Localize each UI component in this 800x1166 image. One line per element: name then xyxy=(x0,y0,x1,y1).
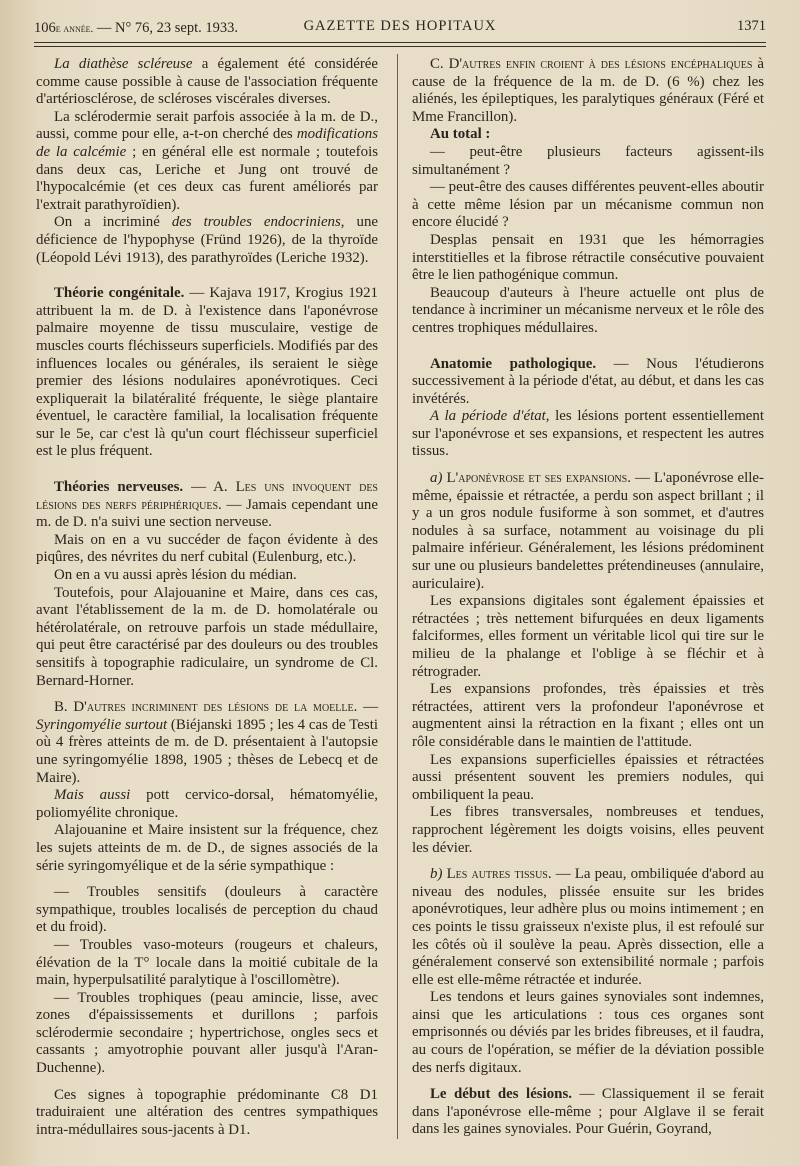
spacer xyxy=(412,857,764,866)
spacer xyxy=(412,461,764,470)
paragraph-text: — xyxy=(357,699,378,716)
spacer xyxy=(412,1077,764,1086)
paragraph xyxy=(36,56,378,109)
paragraph: On en a vu aussi après lésion du médian. xyxy=(54,567,297,584)
paragraph xyxy=(412,408,764,461)
list-item: — Troubles sensitifs (douleurs à caractère sympathique, troubles localisés de perception du chaud et du froid). xyxy=(36,884,378,936)
spacer xyxy=(36,1078,378,1087)
paragraph xyxy=(36,285,378,461)
item-label: b) xyxy=(430,866,447,883)
subsection-heading: — A. Les uns invoquent des lésions des nerfs périphériques. xyxy=(36,479,378,513)
paragraph xyxy=(412,56,764,126)
paragraph-text: — Classiquement il se ferait dans l'aponévrose elle-même ; pour Alglave il se ferait dans les gaines synoviales. Pour Guérin, Goyrand, xyxy=(412,1086,764,1138)
paragraph-text: a également été considérée comme cause possible à cause de l'association fréquente d'artériosclérose, de scléroses viscérales diverses. xyxy=(36,56,378,108)
spacer xyxy=(412,338,764,356)
italic-phrase: des troubles endocriniens xyxy=(171,214,341,231)
section-heading: Théorie congénitale. xyxy=(54,285,185,302)
year: 106 xyxy=(34,20,56,36)
section-heading: Théories nerveuses. xyxy=(54,479,184,496)
paragraph: Desplas pensait en 1931 que les hémorragies interstitielles et la fibrose rétractile consécutive pouvaient être le lien pathogénique commun. xyxy=(412,231,764,284)
paragraph-text: pott cervico-dorsal, hématomyélie, poliomyélite chronique. xyxy=(36,787,379,821)
journal-title: GAZETTE DES HOPITAUX xyxy=(303,18,497,34)
paragraph-text: — Jamais cependant une m. de D. n'a suivi une section nerveuse. xyxy=(36,496,378,531)
subsection-heading: C. D'autres enfin croient à des lésions encéphaliques xyxy=(430,56,753,72)
paragraph: Mais on en a vu succéder de façon évidente à des piqûres, des névrites du nerf cubital (Eulenburg, etc.). xyxy=(36,531,378,566)
paragraph-text: , une déficience de l'hypophyse (Fründ 1926), de la thyroïde (Léopold Lévi 1913), des parathyroïdes (Leriche 1932). xyxy=(36,214,378,266)
paragraph: Les tendons et leurs gaines synoviales sont indemnes, ainsi que les articulations : tous ces organes sont emprisonnés ou déviés par les brides fibreuses, et il faudra, au cours de l'opération, se méfier de la déviation possible des nerfs digitaux. xyxy=(412,989,764,1076)
paragraph-text: à cause de la fréquence de la m. de D. (6 %) chez les aliénés, les épileptiques, les paralytiques généraux (Féré et Mme Francillon). xyxy=(412,56,764,125)
list-item: — peut-être plusieurs facteurs agissent-ils simultanément ? xyxy=(412,143,764,178)
list-item: — peut-être des causes différentes peuvent-elles aboutir à cette même lésion par un mécanisme commun non encore élucidé ? xyxy=(412,179,764,231)
paragraph: Les expansions digitales sont également épaissies et rétractées ; très nettement bifurquées en deux ligaments falciformes, elles forment un véritable licol qui tire sur le milieu de la phalange et l'oblige à se fléchir et à rétrograder. xyxy=(412,593,764,680)
list-item: — Troubles vaso-moteurs (rougeurs et chaleurs, élévation de la T° locale dans la moitié cubitale de la main, hyperpulsatilité paralytique à l'oscillomètre). xyxy=(36,936,378,989)
paragraph xyxy=(36,109,378,215)
section-heading: Le début des lésions. xyxy=(430,1086,572,1103)
left-column xyxy=(36,56,378,1139)
italic-phrase: La diathèse scléreuse xyxy=(54,56,193,72)
paragraph-text: On a incriminé xyxy=(54,214,172,231)
list-item: — Troubles trophiques (peau amincie, lisse, avec zones d'épaississements et durillons ; parfois sclérodermie secondaire ; hypertrichose, ongles secs et cassants ; amyotrophie pouvant aller jusqu'à l'Aran-Duchenne). xyxy=(36,989,378,1077)
right-column xyxy=(412,56,764,1139)
italic-phrase: Syringomyélie surtout xyxy=(36,716,168,733)
spacer xyxy=(36,461,378,479)
paragraph-text: — L'aponévrose elle-même, épaissie et rétractée, a perdu son aspect brillant ; il y a un gros nodule fusiforme à son sommet, et d'autres nodules à sa surface, notamment au voisinage du pli palmaire inférieur. Généralement, les lésions prédominent sur une ou plusieurs bandelettes prétendineuses (annulaire, auriculaire). xyxy=(412,470,764,592)
page-header xyxy=(34,12,766,42)
paragraph xyxy=(412,126,764,144)
italic-phrase: Mais aussi xyxy=(54,787,131,804)
paragraph: Alajouanine et Maire insistent sur la fréquence, chez les sujets atteints de m. de D., de signes associés de la série syringomyélique et de la série sympathique : xyxy=(36,822,378,874)
column-divider xyxy=(397,54,398,1139)
paragraph: Les expansions profondes, très épaissies et très rétractées, attirent vers la profondeur l'aponévrose et augmentent ainsi la rétraction en la fixant ; elles ont un rôle considérable dans le maintien de l'attitude. xyxy=(412,681,764,750)
paragraph-text: (Biéjanski 1895 ; les 4 cas de Testi où 4 frères atteints de m. de D. présentaient à l'autopsie une syringomyélie 1898, 1905 ; thèses de Lebecq et de Maire). xyxy=(36,716,378,786)
subsection-heading: B. D'autres incriminent des lésions de la moelle. xyxy=(54,699,358,716)
section-heading: Au total : xyxy=(430,126,491,143)
paragraph xyxy=(412,356,764,409)
item-label: a) xyxy=(430,470,447,487)
paragraph xyxy=(36,214,378,267)
paragraph xyxy=(412,866,764,989)
paragraph xyxy=(412,1086,764,1139)
paragraph-text: — Kajava 1917, Krogius 1921 attribuent la m. de D. à l'existence dans l'aponévrose palmaire moyenne de tissu musculaire, vestige de muscles courts fléchisseurs superficiels. Modifiés par des influences locales ou générales, ils seraient le siège premier des lésions nodulaires aponévrotiques. Ceci expliquerait la bilatéralité fréquente, le siège plantaire éventuel, le caractère familial, la localisation fréquente sur le 5e, car c'est là qu'un court fléchisseur superficiel est le plus fréquent. xyxy=(36,285,379,460)
spacer xyxy=(36,267,378,285)
spacer xyxy=(36,690,378,699)
paragraph-text: ; en général elle est normale ; toutefois dans deux cas, Leriche et Jung ont trouvé de l'hypocalcémie (et ces deux cas furent améliorés par l'extrait parathyroïdien). xyxy=(36,143,379,213)
header-rule xyxy=(34,42,766,43)
paragraph-text: La sclérodermie serait parfois associée à la m. de D., aussi, comme pour elle, a-t-on cherché des xyxy=(36,108,378,143)
issue-number: — N° 76, 23 sept. 1933. xyxy=(96,20,239,36)
paragraph: Les expansions superficielles épaissies et rétractées aussi présentent souvent les premiers nodules, qui ombiliquent la peau. xyxy=(412,751,764,803)
page-number: 1371 xyxy=(737,18,766,34)
paragraph-text: — La peau, ombiliquée d'abord au niveau des nodules, plissée ensuite sur les brides aponévrotiques, leur adhère plus ou moins intimement ; en ces points le tissu graisseux n'existe plus, il est refoulé sur les côtés où il soulève la peau. Après dissection, elle a généralement conservé son extensibilité normale ; parfois elle est elle-même rétractée et indurée. xyxy=(412,866,764,988)
header-rule-thin xyxy=(34,46,766,47)
paragraph-text: — Nous l'étudierons successivement à la période d'état, au début, et dans les cas invétérés. xyxy=(412,355,764,407)
section-heading: Anatomie pathologique. xyxy=(430,355,597,372)
paragraph: Toutefois, pour Alajouanine et Maire, dans ces cas, avant l'établissement de la m. de D. homolatérale ou hétérolatérale, on retrouve parfois un stade médullaire, qui peut être caractérisé par des douleurs ou des troubles sensitifs à topographie radiculaire, un syndrome de Cl. Bernard-Horner. xyxy=(36,584,378,689)
paragraph: Ces signes à topographie prédominante C8 D1 traduiraient une altération des centres sympathiques intra-médullaires sous-jacents à D1. xyxy=(36,1086,378,1138)
paragraph: Les fibres transversales, nombreuses et tendues, rapprochent légèrement les doigts voisins, elles peuvent les dévier. xyxy=(412,804,764,856)
paragraph xyxy=(412,470,764,593)
paragraph xyxy=(36,699,378,787)
paragraph: Beaucoup d'auteurs à l'heure actuelle ont plus de tendance à incriminer un mécanisme nerveux et le rôle des centres trophiques médullaires. xyxy=(412,284,764,336)
paragraph xyxy=(36,479,378,532)
italic-phrase: A la période d'état xyxy=(430,408,546,425)
paragraph xyxy=(36,787,378,822)
spacer xyxy=(36,875,378,884)
subsection-heading: Les autres tissus. xyxy=(446,866,552,883)
paragraph-text: , les lésions portent essentiellement sur l'aponévrose et ses expansions, et respectent les autres tissus. xyxy=(412,408,764,460)
year-suffix: e année. xyxy=(55,23,94,35)
italic-phrase: modifications de la calcémie xyxy=(36,126,378,160)
subsection-heading: L'aponévrose et ses expansions. xyxy=(446,470,631,487)
